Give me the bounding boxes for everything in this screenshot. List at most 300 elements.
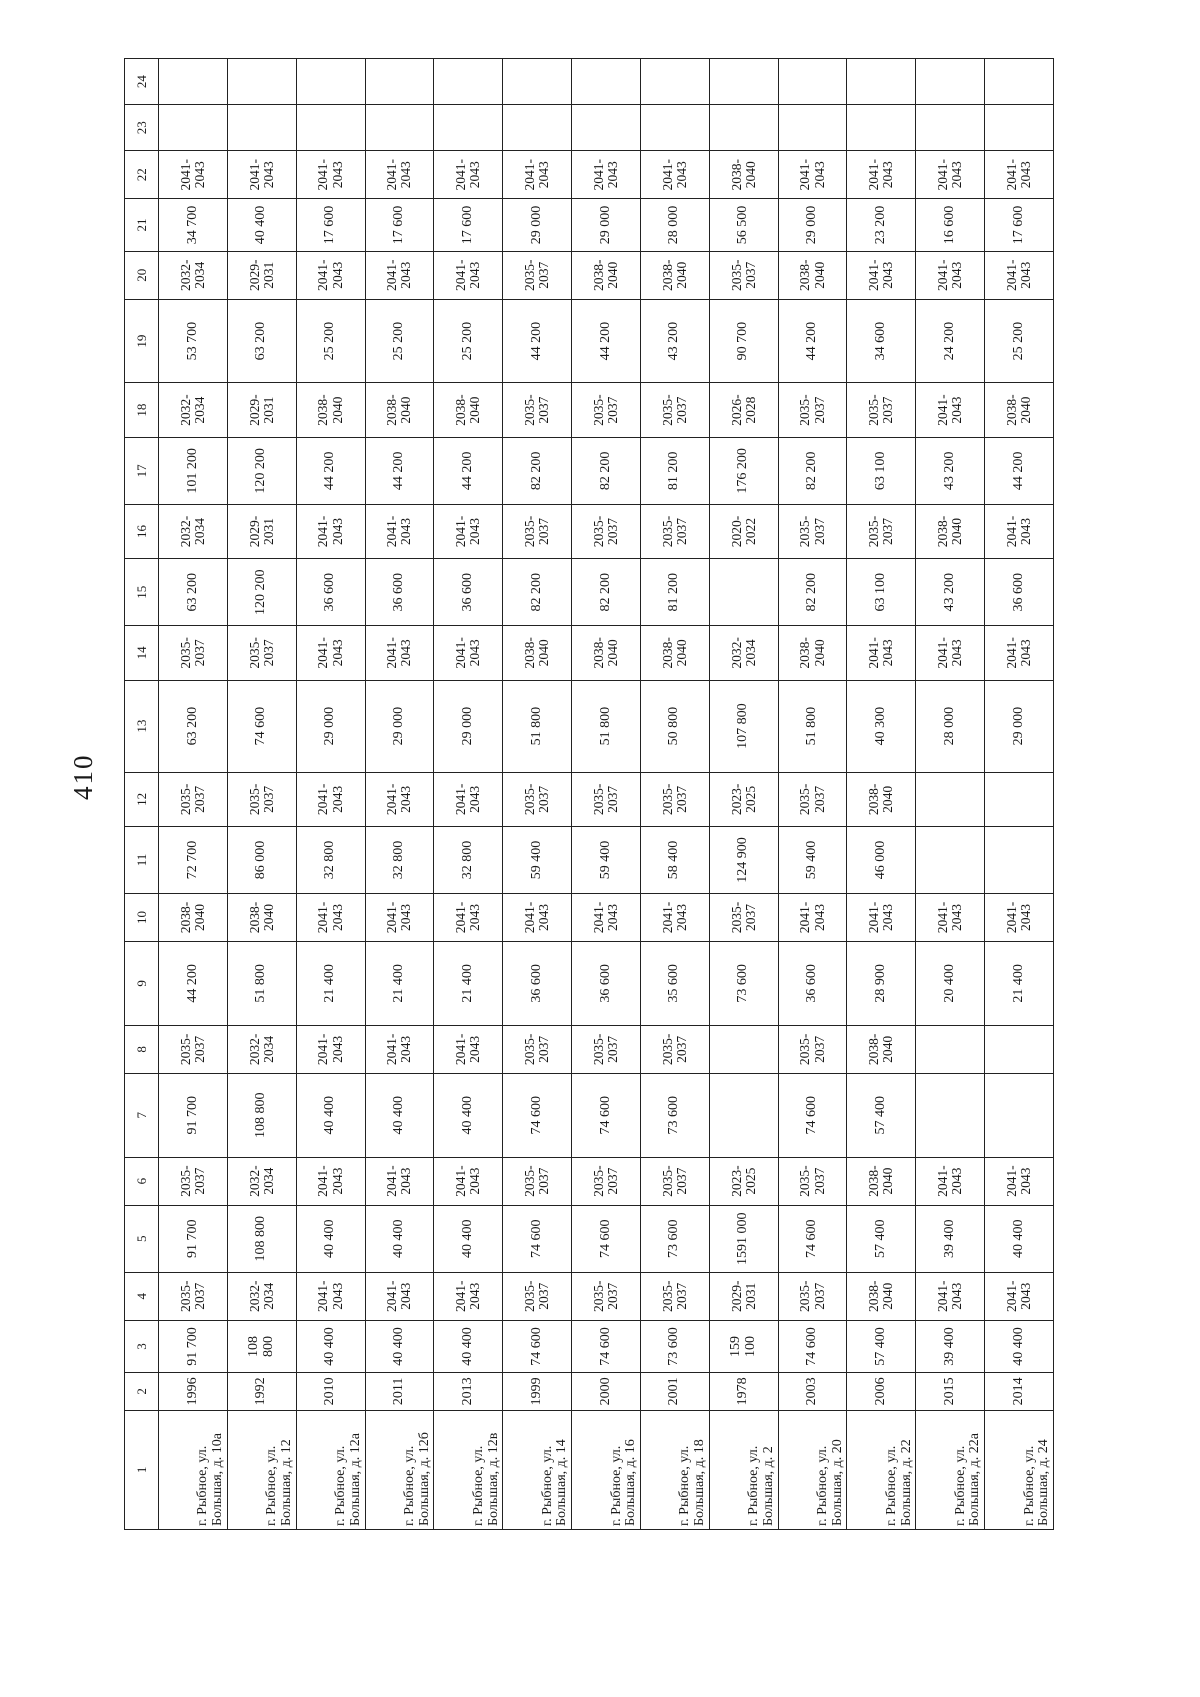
table-cell: 40 400 xyxy=(434,1205,503,1272)
address-cell: г. Рыбное, ул. Большая, д. 20 xyxy=(778,1410,847,1529)
table-cell: 2041-2043 xyxy=(572,893,641,941)
table-cell: 2041-2043 xyxy=(434,893,503,941)
table-cell xyxy=(709,1025,778,1073)
table-cell: 51 800 xyxy=(227,942,296,1026)
address-cell: г. Рыбное, ул. Большая, д. 16 xyxy=(572,1410,641,1529)
table-cell: 2038-2040 xyxy=(572,251,641,299)
table-cell: 2041-2043 xyxy=(365,504,434,558)
table-cell: 2041-2043 xyxy=(365,1157,434,1205)
table-cell: 51 800 xyxy=(572,680,641,772)
table-cell: 29 000 xyxy=(296,680,365,772)
table-cell: 120 200 xyxy=(227,559,296,626)
table-cell: 1999 xyxy=(503,1373,572,1411)
column-header: 8 xyxy=(125,1025,159,1073)
table-cell: 2035-2037 xyxy=(778,772,847,826)
column-header: 22 xyxy=(125,151,159,199)
table-cell: 159 100 xyxy=(709,1320,778,1372)
table-row xyxy=(296,59,365,1530)
table-cell: 82 200 xyxy=(572,559,641,626)
table-cell xyxy=(916,1073,985,1157)
table-cell: 2041-2043 xyxy=(916,626,985,680)
header-row xyxy=(125,59,159,1530)
table-cell xyxy=(159,105,228,151)
table-cell: 2041-2043 xyxy=(847,251,916,299)
table-cell xyxy=(985,1073,1054,1157)
column-header: 11 xyxy=(125,827,159,894)
table-cell: 2038-2040 xyxy=(434,383,503,437)
table-cell: 21 400 xyxy=(985,942,1054,1026)
table-cell xyxy=(227,105,296,151)
table-cell: 2029-2031 xyxy=(709,1272,778,1320)
table-cell: 25 200 xyxy=(296,299,365,383)
table-cell: 2041-2043 xyxy=(640,151,709,199)
table-cell: 34 600 xyxy=(847,299,916,383)
table-row xyxy=(572,59,641,1530)
table-cell: 2032-2034 xyxy=(227,1025,296,1073)
table-cell: 2026-2028 xyxy=(709,383,778,437)
table-cell: 2041-2043 xyxy=(434,626,503,680)
table-cell: 90 700 xyxy=(709,299,778,383)
table-cell: 40 400 xyxy=(365,1205,434,1272)
table-cell: 2041-2043 xyxy=(985,151,1054,199)
column-header: 12 xyxy=(125,772,159,826)
address-cell: г. Рыбное, ул. Большая, д. 18 xyxy=(640,1410,709,1529)
table-cell: 2035-2037 xyxy=(640,1157,709,1205)
table-cell: 2041-2043 xyxy=(434,1272,503,1320)
table-cell: 25 200 xyxy=(434,299,503,383)
table-cell: 63 100 xyxy=(847,559,916,626)
table-cell xyxy=(985,827,1054,894)
table-cell: 2041-2043 xyxy=(434,1025,503,1073)
table-cell: 2035-2037 xyxy=(159,1025,228,1073)
table-cell xyxy=(572,59,641,105)
table-cell: 44 200 xyxy=(778,299,847,383)
table-cell: 82 200 xyxy=(503,437,572,504)
table-cell: 2041-2043 xyxy=(847,151,916,199)
table-cell: 2041-2043 xyxy=(916,1272,985,1320)
column-header: 20 xyxy=(125,251,159,299)
table-cell: 63 100 xyxy=(847,437,916,504)
table-cell: 74 600 xyxy=(778,1205,847,1272)
table-cell: 82 200 xyxy=(503,559,572,626)
column-header: 21 xyxy=(125,199,159,251)
table-cell: 2041-2043 xyxy=(985,504,1054,558)
table-cell xyxy=(916,59,985,105)
table-cell: 2035-2037 xyxy=(503,1157,572,1205)
table-cell: 2038-2040 xyxy=(640,626,709,680)
table-cell: 20 400 xyxy=(916,942,985,1026)
table-cell: 44 200 xyxy=(159,942,228,1026)
table-cell: 17 600 xyxy=(434,199,503,251)
table-cell: 36 600 xyxy=(778,942,847,1026)
table-cell: 2041-2043 xyxy=(916,1157,985,1205)
table-cell: 2041-2043 xyxy=(365,893,434,941)
table-row xyxy=(985,59,1054,1530)
table-cell: 2035-2037 xyxy=(640,1025,709,1073)
table-cell: 56 500 xyxy=(709,199,778,251)
table-cell: 16 600 xyxy=(916,199,985,251)
table-cell xyxy=(365,105,434,151)
table-cell: 2038-2040 xyxy=(503,626,572,680)
table-cell: 29 000 xyxy=(365,680,434,772)
table-cell: 2013 xyxy=(434,1373,503,1411)
table-cell: 63 200 xyxy=(227,299,296,383)
table-cell: 2041-2043 xyxy=(296,772,365,826)
table-cell: 107 800 xyxy=(709,680,778,772)
table-cell: 2041-2043 xyxy=(434,1157,503,1205)
table-cell: 2010 xyxy=(296,1373,365,1411)
table-cell xyxy=(985,59,1054,105)
table-cell: 25 200 xyxy=(365,299,434,383)
table-cell: 2035-2037 xyxy=(778,383,847,437)
table-cell: 2041-2043 xyxy=(916,251,985,299)
table-cell: 2041-2043 xyxy=(916,893,985,941)
table-cell: 74 600 xyxy=(572,1073,641,1157)
table-cell: 36 600 xyxy=(365,559,434,626)
table-cell: 35 600 xyxy=(640,942,709,1026)
table-cell: 74 600 xyxy=(778,1320,847,1372)
table-cell: 51 800 xyxy=(778,680,847,772)
address-cell: г. Рыбное, ул. Большая, д. 12а xyxy=(296,1410,365,1529)
column-header: 2 xyxy=(125,1373,159,1411)
table-cell xyxy=(159,59,228,105)
table-cell: 2041-2043 xyxy=(778,151,847,199)
table-cell: 2035-2037 xyxy=(227,772,296,826)
table-cell: 2035-2037 xyxy=(227,626,296,680)
address-cell: г. Рыбное, ул. Большая, д. 12б xyxy=(365,1410,434,1529)
address-cell: г. Рыбное, ул. Большая, д. 12в xyxy=(434,1410,503,1529)
table-cell: 120 200 xyxy=(227,437,296,504)
table-cell: 44 200 xyxy=(296,437,365,504)
table-cell: 2041-2043 xyxy=(985,626,1054,680)
address-cell: г. Рыбное, ул. Большая, д. 14 xyxy=(503,1410,572,1529)
table-cell: 2041-2043 xyxy=(296,893,365,941)
table-cell: 2035-2037 xyxy=(159,772,228,826)
rotated-table-container xyxy=(124,58,1054,1530)
table-cell: 2032-2034 xyxy=(159,504,228,558)
column-header: 15 xyxy=(125,559,159,626)
table-cell: 72 700 xyxy=(159,827,228,894)
table-cell: 2041-2043 xyxy=(434,504,503,558)
table-cell: 2029-2031 xyxy=(227,251,296,299)
table-cell: 2032-2034 xyxy=(159,383,228,437)
table-cell: 2038-2040 xyxy=(572,626,641,680)
table-cell: 40 400 xyxy=(365,1320,434,1372)
table-cell: 2041-2043 xyxy=(640,893,709,941)
table-cell: 17 600 xyxy=(296,199,365,251)
table-cell xyxy=(640,105,709,151)
table-cell: 28 900 xyxy=(847,942,916,1026)
table-cell: 2023-2025 xyxy=(709,1157,778,1205)
table-cell xyxy=(985,105,1054,151)
table-cell: 40 400 xyxy=(434,1320,503,1372)
table-cell: 2038-2040 xyxy=(227,893,296,941)
table-cell: 2041-2043 xyxy=(503,151,572,199)
table-cell: 2032-2034 xyxy=(227,1157,296,1205)
table-cell: 81 200 xyxy=(640,437,709,504)
table-cell: 2011 xyxy=(365,1373,434,1411)
table-cell: 101 200 xyxy=(159,437,228,504)
table-cell: 32 800 xyxy=(365,827,434,894)
page-number: 410 xyxy=(68,753,98,800)
table-cell: 59 400 xyxy=(572,827,641,894)
table-cell: 29 000 xyxy=(503,199,572,251)
table-row xyxy=(434,59,503,1530)
table-cell: 82 200 xyxy=(778,559,847,626)
table-cell: 2041-2043 xyxy=(365,772,434,826)
table-cell: 2035-2037 xyxy=(847,383,916,437)
table-cell: 2038-2040 xyxy=(778,251,847,299)
table-cell: 2041-2043 xyxy=(916,151,985,199)
table-cell: 40 400 xyxy=(985,1320,1054,1372)
table-cell: 2041-2043 xyxy=(296,1272,365,1320)
table-cell: 2035-2037 xyxy=(778,504,847,558)
table-cell: 44 200 xyxy=(503,299,572,383)
table-row xyxy=(847,59,916,1530)
table-cell xyxy=(709,59,778,105)
table-cell: 2035-2037 xyxy=(778,1272,847,1320)
table-cell: 43 200 xyxy=(916,437,985,504)
table-cell: 2041-2043 xyxy=(365,1025,434,1073)
table-cell: 2041-2043 xyxy=(985,1272,1054,1320)
table-cell xyxy=(916,772,985,826)
table-cell: 2041-2043 xyxy=(296,151,365,199)
table-cell: 2035-2037 xyxy=(709,893,778,941)
table-cell: 2020-2022 xyxy=(709,504,778,558)
table-cell: 58 400 xyxy=(640,827,709,894)
table-cell: 2035-2037 xyxy=(159,1272,228,1320)
table-cell: 23 200 xyxy=(847,199,916,251)
table-cell: 43 200 xyxy=(640,299,709,383)
column-header: 17 xyxy=(125,437,159,504)
table-cell: 59 400 xyxy=(503,827,572,894)
table-cell: 40 400 xyxy=(296,1320,365,1372)
table-cell: 40 400 xyxy=(985,1205,1054,1272)
table-cell: 74 600 xyxy=(503,1320,572,1372)
table-cell: 2003 xyxy=(778,1373,847,1411)
table-cell: 44 200 xyxy=(572,299,641,383)
table-cell xyxy=(709,1073,778,1157)
table-cell: 2041-2043 xyxy=(985,251,1054,299)
column-header: 4 xyxy=(125,1272,159,1320)
table-cell: 34 700 xyxy=(159,199,228,251)
address-cell: г. Рыбное, ул. Большая, д. 2 xyxy=(709,1410,778,1529)
table-cell: 2041-2043 xyxy=(916,383,985,437)
table-cell: 1996 xyxy=(159,1373,228,1411)
table-cell: 2041-2043 xyxy=(434,251,503,299)
table-cell: 57 400 xyxy=(847,1205,916,1272)
table-cell: 2015 xyxy=(916,1373,985,1411)
table-cell: 2035-2037 xyxy=(778,1157,847,1205)
table-cell: 50 800 xyxy=(640,680,709,772)
table-cell xyxy=(916,827,985,894)
table-cell xyxy=(296,59,365,105)
table-cell: 36 600 xyxy=(985,559,1054,626)
table-cell: 124 900 xyxy=(709,827,778,894)
table-cell: 2032-2034 xyxy=(159,251,228,299)
table-cell: 2001 xyxy=(640,1373,709,1411)
table-cell: 2038-2040 xyxy=(847,772,916,826)
table-cell: 2041-2043 xyxy=(296,251,365,299)
table-cell: 36 600 xyxy=(572,942,641,1026)
table-cell: 2000 xyxy=(572,1373,641,1411)
table-cell: 2014 xyxy=(985,1373,1054,1411)
table-cell: 2041-2043 xyxy=(159,151,228,199)
table-cell: 74 600 xyxy=(572,1205,641,1272)
column-header: 7 xyxy=(125,1073,159,1157)
table-cell: 2038-2040 xyxy=(640,251,709,299)
table-cell: 57 400 xyxy=(847,1320,916,1372)
table-cell: 24 200 xyxy=(916,299,985,383)
table-row xyxy=(778,59,847,1530)
table-cell: 39 400 xyxy=(916,1205,985,1272)
table-cell: 2041-2043 xyxy=(985,1157,1054,1205)
table-cell: 2041-2043 xyxy=(296,504,365,558)
table-cell: 73 600 xyxy=(640,1073,709,1157)
table-cell: 2041-2043 xyxy=(296,1025,365,1073)
table-cell: 25 200 xyxy=(985,299,1054,383)
table-cell: 29 000 xyxy=(434,680,503,772)
table-cell: 2035-2037 xyxy=(778,1025,847,1073)
table-cell: 2035-2037 xyxy=(572,504,641,558)
table-cell: 2035-2037 xyxy=(503,772,572,826)
table-row xyxy=(916,59,985,1530)
column-header: 24 xyxy=(125,59,159,105)
table-cell: 29 000 xyxy=(985,680,1054,772)
table-cell xyxy=(985,1025,1054,1073)
table-cell xyxy=(709,559,778,626)
table-row xyxy=(640,59,709,1530)
table-cell: 2035-2037 xyxy=(572,772,641,826)
table-cell: 2041-2043 xyxy=(227,151,296,199)
table-cell: 2038-2040 xyxy=(709,151,778,199)
table-cell: 2035-2037 xyxy=(503,504,572,558)
table-cell: 40 400 xyxy=(227,199,296,251)
table-cell: 36 600 xyxy=(434,559,503,626)
table-cell: 2041-2043 xyxy=(365,251,434,299)
table-cell: 53 700 xyxy=(159,299,228,383)
table-cell: 73 600 xyxy=(640,1205,709,1272)
table-cell: 2041-2043 xyxy=(365,1272,434,1320)
table-body xyxy=(159,59,1054,1530)
table-cell: 46 000 xyxy=(847,827,916,894)
table-cell: 2006 xyxy=(847,1373,916,1411)
table-cell: 2041-2043 xyxy=(365,626,434,680)
table-cell: 2035-2037 xyxy=(572,1157,641,1205)
column-header: 9 xyxy=(125,942,159,1026)
table-cell: 2038-2040 xyxy=(847,1025,916,1073)
table-cell xyxy=(709,105,778,151)
table-cell: 28 000 xyxy=(916,680,985,772)
table-row xyxy=(159,59,228,1530)
table-cell: 59 400 xyxy=(778,827,847,894)
table-row xyxy=(709,59,778,1530)
table-cell: 2032-2034 xyxy=(227,1272,296,1320)
table-cell: 2038-2040 xyxy=(778,626,847,680)
table-cell: 91 700 xyxy=(159,1073,228,1157)
table-cell: 91 700 xyxy=(159,1205,228,1272)
column-header: 5 xyxy=(125,1205,159,1272)
table-cell xyxy=(227,59,296,105)
table-cell xyxy=(296,105,365,151)
table-cell: 28 000 xyxy=(640,199,709,251)
table-cell: 91 700 xyxy=(159,1320,228,1372)
table-cell: 2035-2037 xyxy=(640,1272,709,1320)
table-cell: 2038-2040 xyxy=(985,383,1054,437)
address-cell: г. Рыбное, ул. Большая, д. 22 xyxy=(847,1410,916,1529)
table-cell: 32 800 xyxy=(296,827,365,894)
table-cell: 1992 xyxy=(227,1373,296,1411)
table-cell: 2038-2040 xyxy=(159,893,228,941)
table-cell: 43 200 xyxy=(916,559,985,626)
table-cell: 44 200 xyxy=(365,437,434,504)
table-cell: 40 400 xyxy=(296,1205,365,1272)
table-cell: 17 600 xyxy=(365,199,434,251)
table-cell: 82 200 xyxy=(572,437,641,504)
column-header: 23 xyxy=(125,105,159,151)
table-cell: 40 300 xyxy=(847,680,916,772)
column-header: 10 xyxy=(125,893,159,941)
table-cell: 2035-2037 xyxy=(640,504,709,558)
table-cell: 2041-2043 xyxy=(434,151,503,199)
table-cell: 2035-2037 xyxy=(572,383,641,437)
table-cell: 2038-2040 xyxy=(847,1272,916,1320)
table-cell: 2041-2043 xyxy=(847,626,916,680)
table-cell: 2035-2037 xyxy=(572,1272,641,1320)
table-cell: 40 400 xyxy=(296,1073,365,1157)
table-cell: 32 800 xyxy=(434,827,503,894)
table-cell: 2041-2043 xyxy=(296,1157,365,1205)
table-cell xyxy=(640,59,709,105)
table-cell: 81 200 xyxy=(640,559,709,626)
address-cell: г. Рыбное, ул. Большая, д. 24 xyxy=(985,1410,1054,1529)
table-cell: 44 200 xyxy=(434,437,503,504)
table-cell: 21 400 xyxy=(365,942,434,1026)
table-cell: 108 800 xyxy=(227,1205,296,1272)
table-cell: 2041-2043 xyxy=(985,893,1054,941)
table-cell: 74 600 xyxy=(503,1205,572,1272)
table-cell: 73 600 xyxy=(640,1320,709,1372)
table-cell: 2032-2034 xyxy=(709,626,778,680)
address-cell: г. Рыбное, ул. Большая, д. 22а xyxy=(916,1410,985,1529)
table-cell xyxy=(916,105,985,151)
table-cell: 108 800 xyxy=(227,1320,296,1372)
table-cell: 39 400 xyxy=(916,1320,985,1372)
table-cell xyxy=(434,59,503,105)
address-cell: г. Рыбное, ул. Большая, д. 10а xyxy=(159,1410,228,1529)
column-header: 6 xyxy=(125,1157,159,1205)
table-cell: 2041-2043 xyxy=(572,151,641,199)
column-header: 1 xyxy=(125,1410,159,1529)
table-cell: 2035-2037 xyxy=(159,1157,228,1205)
table-cell xyxy=(434,105,503,151)
repair-schedule-table xyxy=(124,58,1054,1530)
table-cell: 2029-2031 xyxy=(227,504,296,558)
table-cell: 2041-2043 xyxy=(365,151,434,199)
table-cell: 74 600 xyxy=(227,680,296,772)
table-cell: 2035-2037 xyxy=(709,251,778,299)
address-cell: г. Рыбное, ул. Большая, д. 12 xyxy=(227,1410,296,1529)
table-cell: 176 200 xyxy=(709,437,778,504)
table-cell: 2035-2037 xyxy=(847,504,916,558)
table-cell: 2035-2037 xyxy=(503,251,572,299)
table-cell: 74 600 xyxy=(572,1320,641,1372)
table-cell: 2038-2040 xyxy=(916,504,985,558)
table-cell xyxy=(572,105,641,151)
table-cell: 17 600 xyxy=(985,199,1054,251)
table-cell xyxy=(778,105,847,151)
table-cell: 36 600 xyxy=(503,942,572,1026)
